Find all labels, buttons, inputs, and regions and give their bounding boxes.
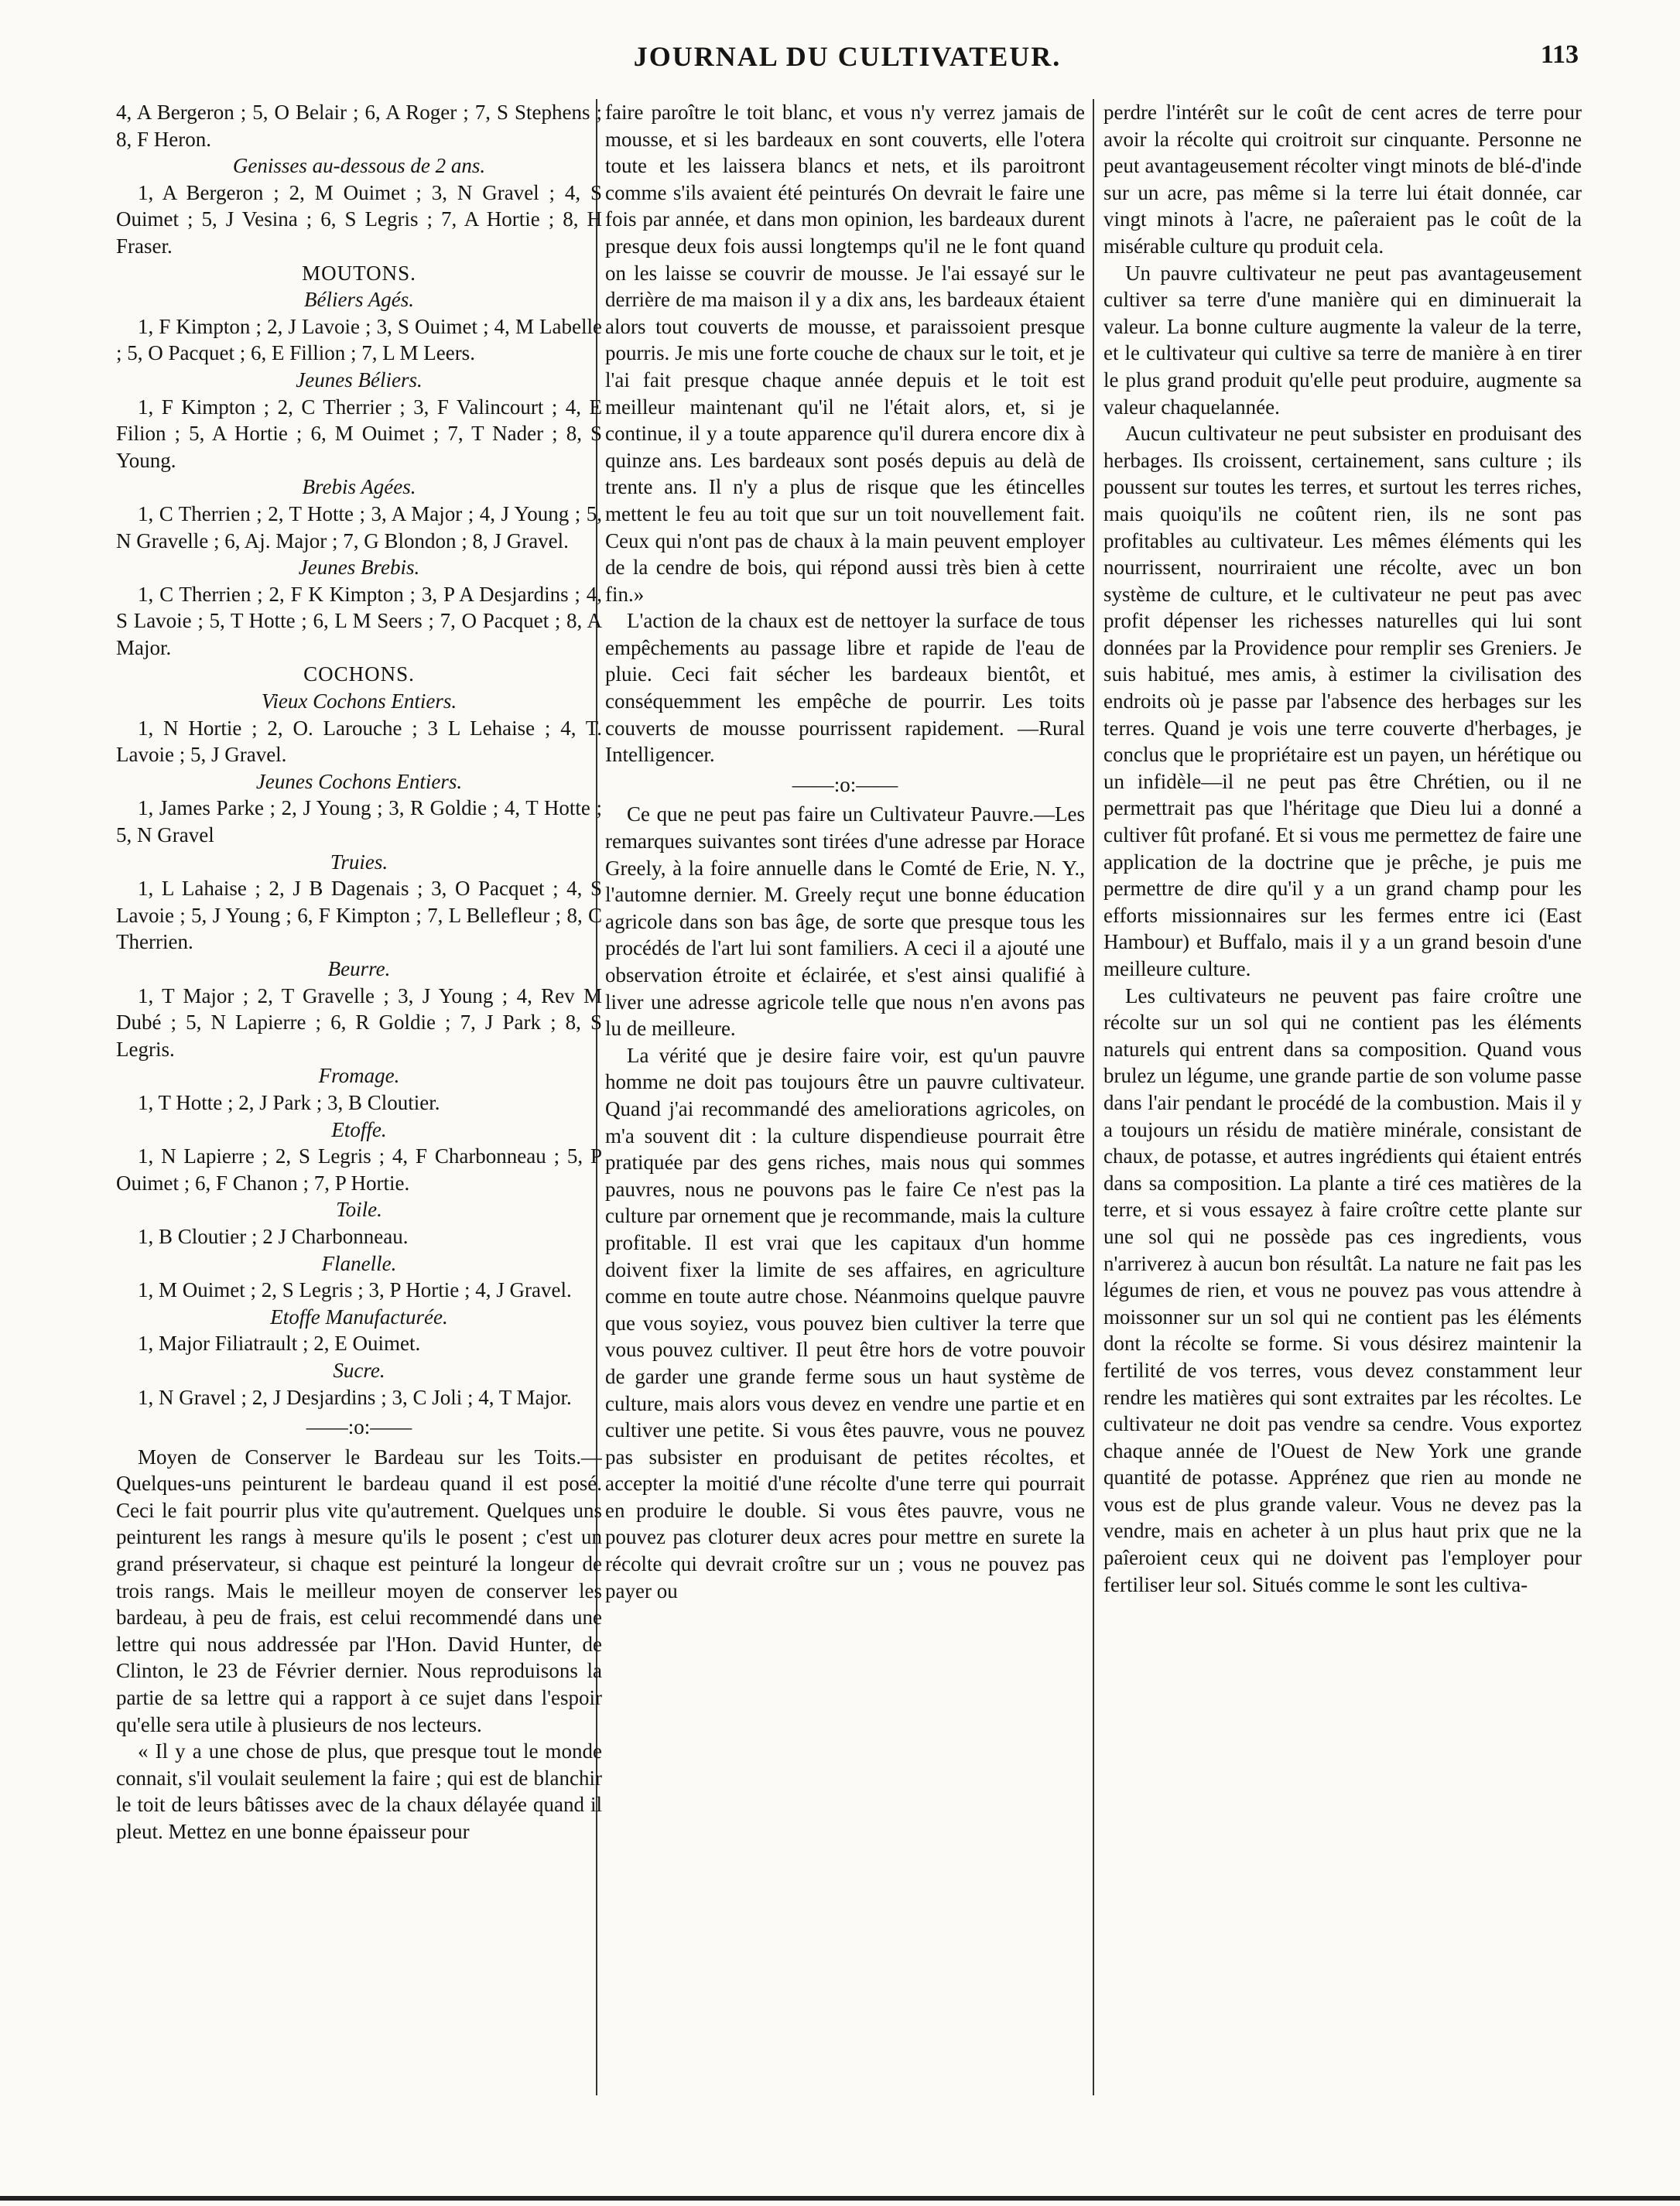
category-heading: Fromage. (318, 1064, 400, 1088)
paragraph: Aucun cultivateur ne peut subsister en produisant des herbages. Ils croissent, certainement, sans culture ; ils poussent sur toutes les terres, et surtout les terres riches, mais quoiqu'ils ne coûtent rien, ils ne sont pas profitables au cultivateur. Les mêmes éléments qui les nourrissent, nourriraient une récolte, avec un bon système de culture, et le cultivateur ne peut pas avec profit dépenser les richesses naturelles qui lui sont données par la Providence pour remplir ses Greniers. Je suis habitué, mes amis, à estimer la civilisation des endroits où je passe par l'absence des herbages sur les terres. Quand je vois une terre couverte d'herbages, je conclus que le propriétaire est un payen, un hérétique ou un infidèle—il ne peut pas être Chrétien, ou il ne permettrait pas que l'héritage que Dieu lui a donné a cultiver fût profané. Et si vous me permettez de faire une application de la doctrine que je prêche, je puis me permettre de dire qu'il y a un grand champ pour les efforts missionnaires sur les fermes entre ici (East Hambour) et Buffalo, mais il y a un grand besoin d'une meilleure culture. (1103, 422, 1582, 980)
column-divider (1093, 99, 1094, 2095)
category-heading: Jeunes Béliers. (296, 368, 423, 392)
paragraph: 1, C Therrien ; 2, F K Kimpton ; 3, P A Desjardins ; 4, S Lavoie ; 5, T Hotte ; 6, L M Seers ; 7, O Pacquet ; 8, A Major. (116, 582, 602, 659)
category-heading: Sucre. (333, 1358, 385, 1382)
paragraph: faire paroître le toit blanc, et vous n'y verrez jamais de mousse, et si les bardeaux en sont couverts, elle l'otera toute et les laissera blancs et nets, et ils paroitront comme s'ils avaient été peinturés On devrait le faire une fois par année, et dans mon opinion, les bardeaux durent presque deux fois aussi longtemps qu'il ne le font quand on les laisse se couvrir de mousse. Je l'ai essayé sur le derrière de ma maison il y a dix ans, les bardeaux étaient alors tout couverts de mousse, et paraissoient presque pourris. Je mis une forte couche de chaux sur le toit, et je l'ai fait presque chaque année depuis et le toit est meilleur maintenant qu'il ne l'était alors, et, si je continue, il y a toute apparence qu'il durera encore dix à quinze ans. Les bardeaux sont posés depuis au delà de trente ans. Il n'y a plus de risque que les étincelles mettent le feu au toit que sur un toit nouvellement fait. Ceux qui n'ont pas de chaux à la main peuvent employer de la cendre de bois, qui répond aussi très bien à cette fin.» (605, 101, 1085, 606)
paragraph: 1, A Bergeron ; 2, M Ouimet ; 3, N Gravel ; 4, S Ouimet ; 5, J Vesina ; 6, S Legris ; 7, A Hortie ; 8, H Fraser. (116, 180, 602, 258)
column-3 (1103, 99, 1582, 1598)
separator: ——:o:—— (306, 1415, 412, 1439)
category-heading: Jeunes Brebis. (298, 556, 420, 580)
category-heading: Béliers Agés. (304, 288, 414, 312)
section-heading: COCHONS. (303, 662, 415, 686)
paragraph: 1, N Hortie ; 2, O. Larouche ; 3 L Lehaise ; 4, T. Lavoie ; 5, J Gravel. (116, 716, 602, 767)
section-heading: MOUTONS. (302, 261, 416, 285)
page-header (116, 40, 1579, 79)
category-heading: Toile. (336, 1198, 382, 1222)
separator: ——:o:—— (792, 772, 898, 796)
paragraph: 1, F Kimpton ; 2, J Lavoie ; 3, S Ouimet ; 4, M Labelle ; 5, O Pacquet ; 6, E Fillion ; 7, L M Leers. (116, 314, 602, 365)
category-heading: Truies. (330, 850, 388, 874)
paragraph: Un pauvre cultivateur ne peut pas avantageusement cultiver sa terre d'une manière qui en diminuerait la valeur. La bonne culture augmente la valeur de la terre, et le cultivateur qui cultive sa terre de manière à en tirer le plus grand produit qu'elle peut produire, augmente sa valeur chaquelannée. (1103, 261, 1582, 419)
paragraph: La vérité que je desire faire voir, est qu'un pauvre homme ne doit pas toujours être un pauvre cultivateur. Quand j'ai recommandé des ameliorations agricoles, on m'a souvent dit : la culture dispendieuse pourrait être pratiquée par des gens riches, mais nous qui sommes pauvres, nous ne pouvons pas le faire Ce n'est pas la culture par ornement que je recommande, mais la culture profitable. Il est vrai que les capitaux d'un homme doivent fixer la limite de ses affaires, en agriculture comme en toute autre chose. Néanmoins quelque pauvre que vous soyiez, vous pouvez bien cultiver la terre que vous pouvez cultiver. Il peut être hors de votre pouvoir de garder une grande ferme sous un haut système de culture, mais alors vous devez en vendre une partie et en cultiver une petite. Si vous êtes pauvre, vous ne pouvez pas subsister en produisant de petites récoltes, et accepter la moitié d'une récolte d'une terre qui pourrait en produire le double. Si vous êtes pauvre, vous ne pouvez pas cloturer deux acres pour mettre en surete la récolte qui devrait croître sur un ; vous ne pouvez pas payer ou (605, 1043, 1085, 1602)
paragraph: Les cultivateurs ne peuvent pas faire croître une récolte sur un sol qui ne contient pas les éléments naturels qui entrent dans sa composition. Quand vous brulez un légume, une grande partie de son volume passe dans l'air pendant le procédé de la combustion. Mais il y a toujours un résidu de matière minérale, consistant de chaux, de potasse, et autres ingrédients qui étaient entrés dans sa composition. La plante a tiré ces matières de la terre, et si vous essayez à faire croître cette plante sur une sol qui ne possède pas ces ingredients, vous n'arriverez à aucun bon résultât. La nature ne fait pas les légumes de rien, et vous ne pouvez pas vous attendre à moissonner sur un sol qui ne contient pas les éléments dont la récolte se forme. Si vous désirez maintenir la fertilité de vos terres, vous devez constamment leur rendre les matières qui sont extraites par les récoltes. Le cultivateur ne doit pas vendre sa cendre. Vous exportez chaque année de l'Ouest de New York une grande quantité de potasse. Apprénez que rien au monde ne vous est de plus grande valeur. Vous ne devez pas la vendre, mais en acheter à un plus haut prix que ne la paîeroient ceux qui ne doivent pas l'employer pour fertiliser leur sol. Situés comme le sont les cultiva- (1103, 983, 1582, 1596)
category-heading: Etoffe Manufacturée. (270, 1305, 448, 1329)
paragraph: Moyen de Conserver le Bardeau sur les Toits.—Quelques-uns peinturent le bardeau quand il est posé. Ceci le fait pourrir plus vite qu'autrement. Quelques uns peinturent les rangs à mesure qu'ils le posent ; c'est un grand préservateur, si chaque est peinturé la longeur de trois rangs. Mais le meilleur moyen de conserver les bardeau, à peu de frais, est celui recommendé dans une lettre qui nous addressée par l'Hon. David Hunter, de Clinton, le 23 de Février dernier. Nous reproduisons la partie de sa lettre qui a rapport à ce sujet dans l'espoir qu'elle sera utile à plusieurs de nos lecteurs. (116, 1445, 602, 1736)
paragraph: 1, T Major ; 2, T Gravelle ; 3, J Young ; 4, Rev M Dubé ; 5, N Lapierre ; 6, R Goldie ; 7, J Park ; 8, S Legris. (116, 983, 602, 1061)
paragraph: 1, N Gravel ; 2, J Desjardins ; 3, C Joli ; 4, T Major. (138, 1385, 572, 1409)
paragraph: 4, A Bergeron ; 5, O Belair ; 6, A Roger ; 7, S Stephens ; 8, F Heron. (116, 101, 602, 151)
category-heading: Vieux Cochons Entiers. (261, 689, 457, 713)
paragraph: 1, L Lahaise ; 2, J B Dagenais ; 3, O Pacquet ; 4, S Lavoie ; 5, J Young ; 6, F Kimpton ; 7, L Bellefleur ; 8, C Therrien. (116, 877, 602, 954)
paragraph: 1, N Lapierre ; 2, S Legris ; 4, F Charbonneau ; 5, P Ouimet ; 6, F Chanon ; 7, P Hortie. (116, 1144, 602, 1195)
paragraph: 1, Major Filiatrault ; 2, E Ouimet. (138, 1332, 421, 1356)
column-2 (605, 99, 1085, 1604)
column-1 (116, 99, 602, 1845)
paragraph: 1, B Cloutier ; 2 J Charbonneau. (138, 1224, 409, 1248)
category-heading: Brebis Agées. (302, 475, 416, 499)
paragraph: 1, M Ouimet ; 2, S Legris ; 3, P Hortie ; 4, J Gravel. (138, 1278, 572, 1302)
category-heading: Genisses au-dessous de 2 ans. (232, 154, 486, 178)
paragraph: 1, James Parke ; 2, J Young ; 3, R Goldie ; 4, T Hotte ; 5, N Gravel (116, 796, 602, 847)
page-number: 113 (1540, 40, 1579, 69)
paragraph: 1, C Therrien ; 2, T Hotte ; 3, A Major ; 4, J Young ; 5, N Gravelle ; 6, Aj. Major ; 7, G Blondon ; 8, J Gravel. (116, 501, 602, 552)
paragraph: 1, T Hotte ; 2, J Park ; 3, B Cloutier. (138, 1090, 440, 1114)
paragraph: Ce que ne peut pas faire un Cultivateur Pauvre.—Les remarques suivantes sont tirées d'une adresse par Horace Greely, à la foire annuelle dans le Comté de Erie, N. Y., l'automne dernier. M. Greely reçut une bonne éducation agricole dans son bas âge, de sorte que presque tous les procédés de l'art lui sont familiers. A ceci il a ajouté une observation étroite et éclairée, et s'est ainsi qualifié à liver une adresse agricole telle que nous n'en avons pas lu de meilleure. (605, 802, 1085, 1041)
category-heading: Etoffe. (331, 1117, 387, 1141)
paragraph: L'action de la chaux est de nettoyer la surface de tous empêchements au passage libre et rapide de l'eau de pluie. Ceci fait sécher les bardeaux bientôt, et conséquemment les empêche de pourrir. Les toits couverts de mousse pourrissent rapidement. —Rural Intelligencer. (605, 609, 1085, 767)
category-heading: Beurre. (327, 957, 391, 980)
paragraph: « Il y a une chose de plus, que presque tout le monde connait, s'il voulait seulement la faire ; qui est de blanchir le toit de leurs bâtisses avec de la chaux délayée quand il pleut. Mettez en une bonne épaisseur pour (116, 1739, 602, 1843)
paragraph: 1, F Kimpton ; 2, C Therrier ; 3, F Valincourt ; 4, E Filion ; 5, A Hortie ; 6, M Ouimet ; 7, T Nader ; 8, S Young. (116, 395, 602, 472)
category-heading: Flanelle. (321, 1251, 397, 1275)
paragraph: perdre l'intérêt sur le coût de cent acres de terre pour avoir la récolte qui croitroit sur cinquante. Personne ne peut avantageusement récolter vingt minots de blé-d'inde sur un acre, pas même si la terre lui était donnée, car vingt minots à l'acre, ne paîeraient pas le coût de la misérable culture qu produit cela. (1103, 101, 1582, 258)
journal-title: JOURNAL DU CULTIVATEUR. (633, 41, 1062, 72)
bottom-rule (0, 2196, 1680, 2201)
category-heading: Jeunes Cochons Entiers. (255, 769, 463, 793)
